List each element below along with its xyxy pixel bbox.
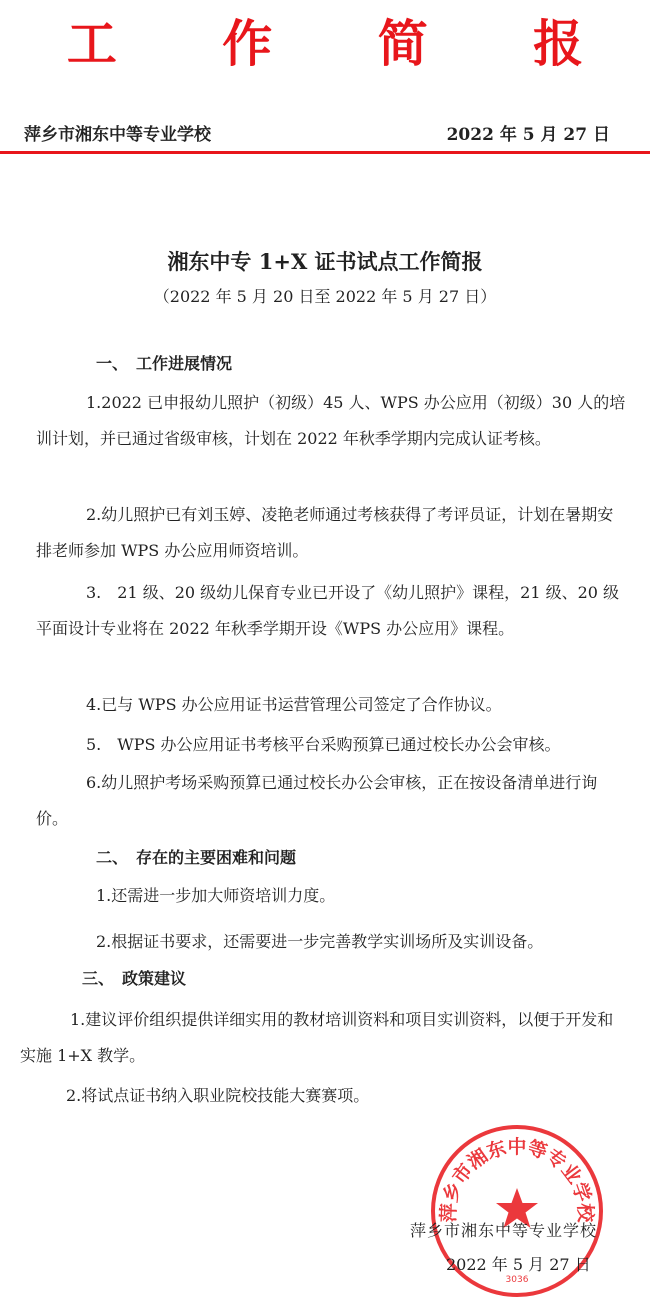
- issuer-name: 萍乡市湘东中等专业学校: [24, 125, 211, 145]
- progress-item-1: 1.2022 已申报幼儿照护（初级）45 人、WPS 办公应用（初级）30 人的培训计划，并已通过省级审核，计划在 2022 年秋季学期内完成认证考核。: [36, 393, 626, 448]
- section-heading-progress: 一、 工作进展情况: [96, 354, 233, 373]
- difficulty-item-1: 1.还需进一步加大师资培训力度。: [96, 886, 336, 905]
- report-banner-title: 工 作 简 报: [66, 15, 628, 73]
- seal-text: 萍乡市湘东中等专业学校: [437, 1135, 597, 1223]
- report-period: （2022 年 5 月 20 日至 2022 年 5 月 27 日）: [153, 287, 497, 306]
- section-heading-difficulties: 二、 存在的主要困难和问题: [96, 848, 297, 867]
- signature-date: 2022 年 5 月 27 日: [446, 1255, 591, 1274]
- suggestion-item-2: 2.将试点证书纳入职业院校技能大赛赛项。: [66, 1086, 370, 1105]
- report-title: 湘东中专 1+X 证书试点工作简报: [167, 249, 483, 274]
- progress-item-2: 2.幼儿照护已有刘玉婷、凌艳老师通过考核获得了考评员证，计划在暑期安排老师参加 WPS 办公应用师资培训。: [36, 505, 614, 560]
- progress-item-5: 5. WPS 办公应用证书考核平台采购预算已通过校长办公会审核。: [86, 735, 561, 754]
- issue-date: 2022 年 5 月 27 日: [446, 125, 610, 145]
- progress-item-3: 3. 21 级、20 级幼儿保育专业已开设了《幼儿照护》课程，21 级、20 级平面设计专业将在 2022 年秋季学期开设《WPS 办公应用》课程。: [36, 583, 620, 638]
- seal-number: 3036: [505, 1275, 529, 1285]
- progress-item-4: 4.已与 WPS 办公应用证书运营管理公司签定了合作协议。: [86, 695, 502, 714]
- header-divider: [0, 151, 650, 154]
- progress-item-6: 6.幼儿照护考场采购预算已通过校长办公会审核，正在按设备清单进行询价。: [36, 773, 598, 828]
- difficulty-item-2: 2.根据证书要求，还需要进一步完善教学实训场所及实训设备。: [96, 932, 544, 951]
- suggestion-item-1: 1.建议评价组织提供详细实用的教材培训资料和项目实训资料，以便于开发和实施 1+X 教学。: [20, 1010, 614, 1065]
- section-heading-suggestions: 三、 政策建议: [82, 969, 187, 988]
- signature-org: 萍乡市湘东中等专业学校: [410, 1221, 598, 1240]
